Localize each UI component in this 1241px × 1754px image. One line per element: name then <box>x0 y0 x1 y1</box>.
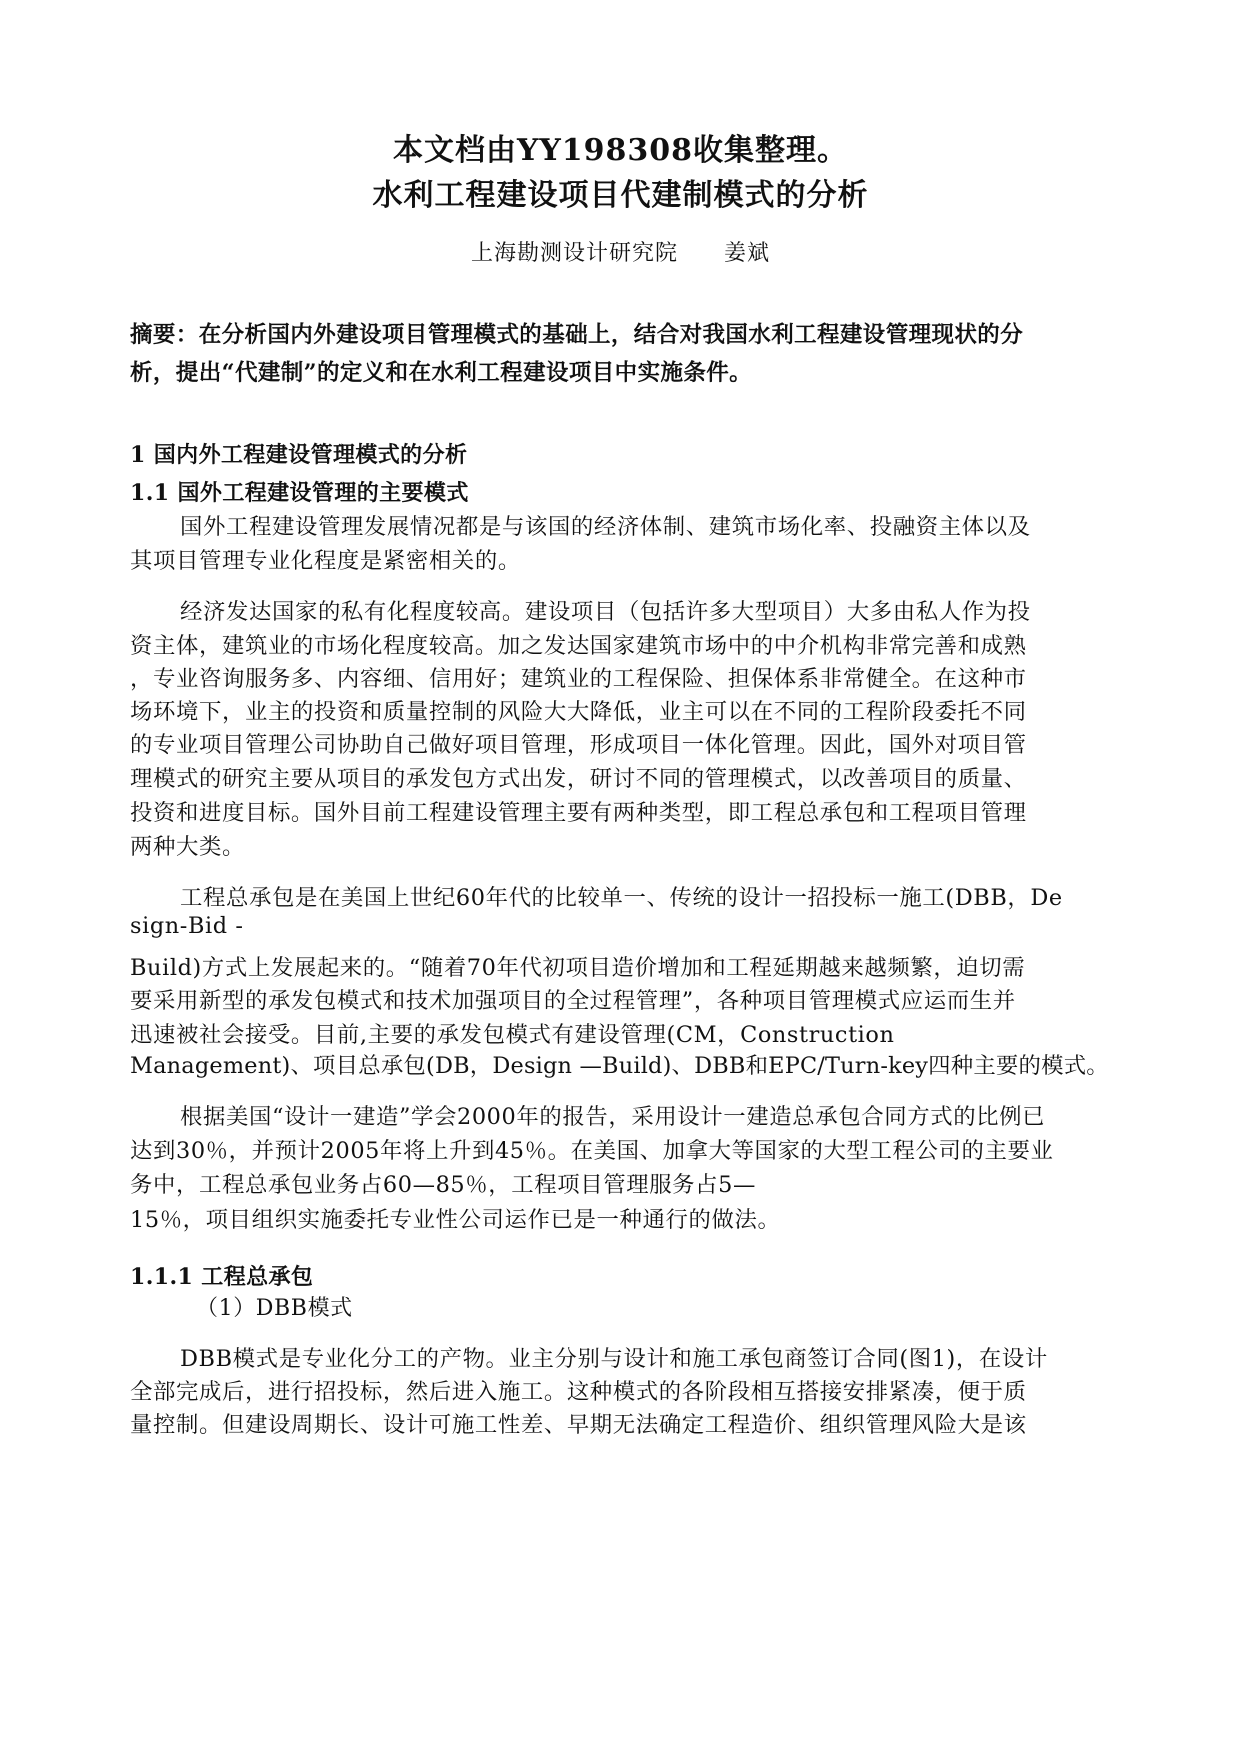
document-title-line2: 水利工程建设项目代建制模式的分析 <box>372 178 869 213</box>
abstract-line: 摘要：在分析国内外建设项目管理模式的基础上，结合对我国水利工程建设管理现状的分 <box>130 322 1024 348</box>
paragraph-line: 15％，项目组织实施委托专业性公司运作已是一种通行的做法。 <box>130 1207 781 1233</box>
paragraph-line: 量控制。但建设周期长、设计可施工性差、早期无法确定工程造价、组织管理风险大是该 <box>130 1412 1027 1438</box>
paragraph-line: 的专业项目管理公司协助自己做好项目管理，形成项目一体化管理。因此，国外对项目管 <box>130 732 1027 758</box>
paragraph-line: 全部完成后，进行招投标，然后进入施工。这种模式的各阶段相互搭接安排紧凑，便于质 <box>130 1379 1027 1405</box>
subsection-label: （1）DBB模式 <box>196 1296 353 1321</box>
paragraph-line: 经济发达国家的私有化程度较高。建设项目（包括许多大型项目）大多由私人作为投 <box>180 599 1031 625</box>
paragraph-line: 要采用新型的承发包模式和技术加强项目的全过程管理”，各种项目管理模式应运而生并 <box>130 988 1016 1014</box>
abstract-line: 析，提出“代建制”的定义和在水利工程建设项目中实施条件。 <box>130 360 753 386</box>
paragraph-line: 迅速被社会接受。目前,主要的承发包模式有建设管理(CM，Construction <box>130 1022 895 1048</box>
paragraph-line: 资主体，建筑业的市场化程度较高。加之发达国家建筑市场中的中介机构非常完善和成熟 <box>130 633 1027 659</box>
paragraph-line: 两种大类。 <box>130 834 245 860</box>
paragraph-line: sign-Bid - <box>130 913 244 939</box>
paragraph-line: 其项目管理专业化程度是紧密相关的。 <box>130 548 521 574</box>
paragraph-line: ，专业咨询服务多、内容细、信用好；建筑业的工程保险、担保体系非常健全。在这种市 <box>130 666 1027 692</box>
section-heading: 1.1 国外工程建设管理的主要模式 <box>130 480 469 506</box>
paragraph-line: 务中，工程总承包业务占60—85％，工程项目管理服务占5— <box>130 1172 757 1198</box>
paragraph-line: 投资和进度目标。国外目前工程建设管理主要有两种类型，即工程总承包和工程项目管理 <box>130 800 1027 826</box>
paragraph-line: 理模式的研究主要从项目的承发包方式出发，研讨不同的管理模式，以改善项目的质量、 <box>130 766 1027 792</box>
section-heading: 1.1.1 工程总承包 <box>130 1264 314 1290</box>
document-title-line1: 本文档由YY198308收集整理。 <box>392 133 849 168</box>
paragraph-line: DBB模式是专业化分工的产物。业主分别与设计和施工承包商签订合同(图1)，在设计 <box>180 1346 1048 1372</box>
paragraph-line: 工程总承包是在美国上世纪60年代的比较单一、传统的设计一招投标一施工(DBB，De <box>180 885 1063 911</box>
paragraph-line: 根据美国“设计一建造”学会2000年的报告，采用设计一建造总承包合同方式的比例已 <box>180 1104 1046 1130</box>
paragraph-line: 达到30％，并预计2005年将上升到45％。在美国、加拿大等国家的大型工程公司的主要业 <box>130 1138 1054 1164</box>
author-line: 上海勘测设计研究院 姜斌 <box>470 241 770 266</box>
paragraph-line: Management)、项目总承包(DB，Design —Build)、DBB和EPC/Turn-key四种主要的模式。 <box>130 1053 1109 1079</box>
section-heading: 1 国内外工程建设管理模式的分析 <box>130 442 468 468</box>
paragraph-line: 场环境下，业主的投资和质量控制的风险大大降低，业主可以在不同的工程阶段委托不同 <box>130 699 1027 725</box>
paragraph-line: Build)方式上发展起来的。“随着70年代初项目造价增加和工程延期越来越频繁，迫切需 <box>130 955 1026 981</box>
paragraph-line: 国外工程建设管理发展情况都是与该国的经济体制、建筑市场化率、投融资主体以及 <box>180 514 1031 540</box>
